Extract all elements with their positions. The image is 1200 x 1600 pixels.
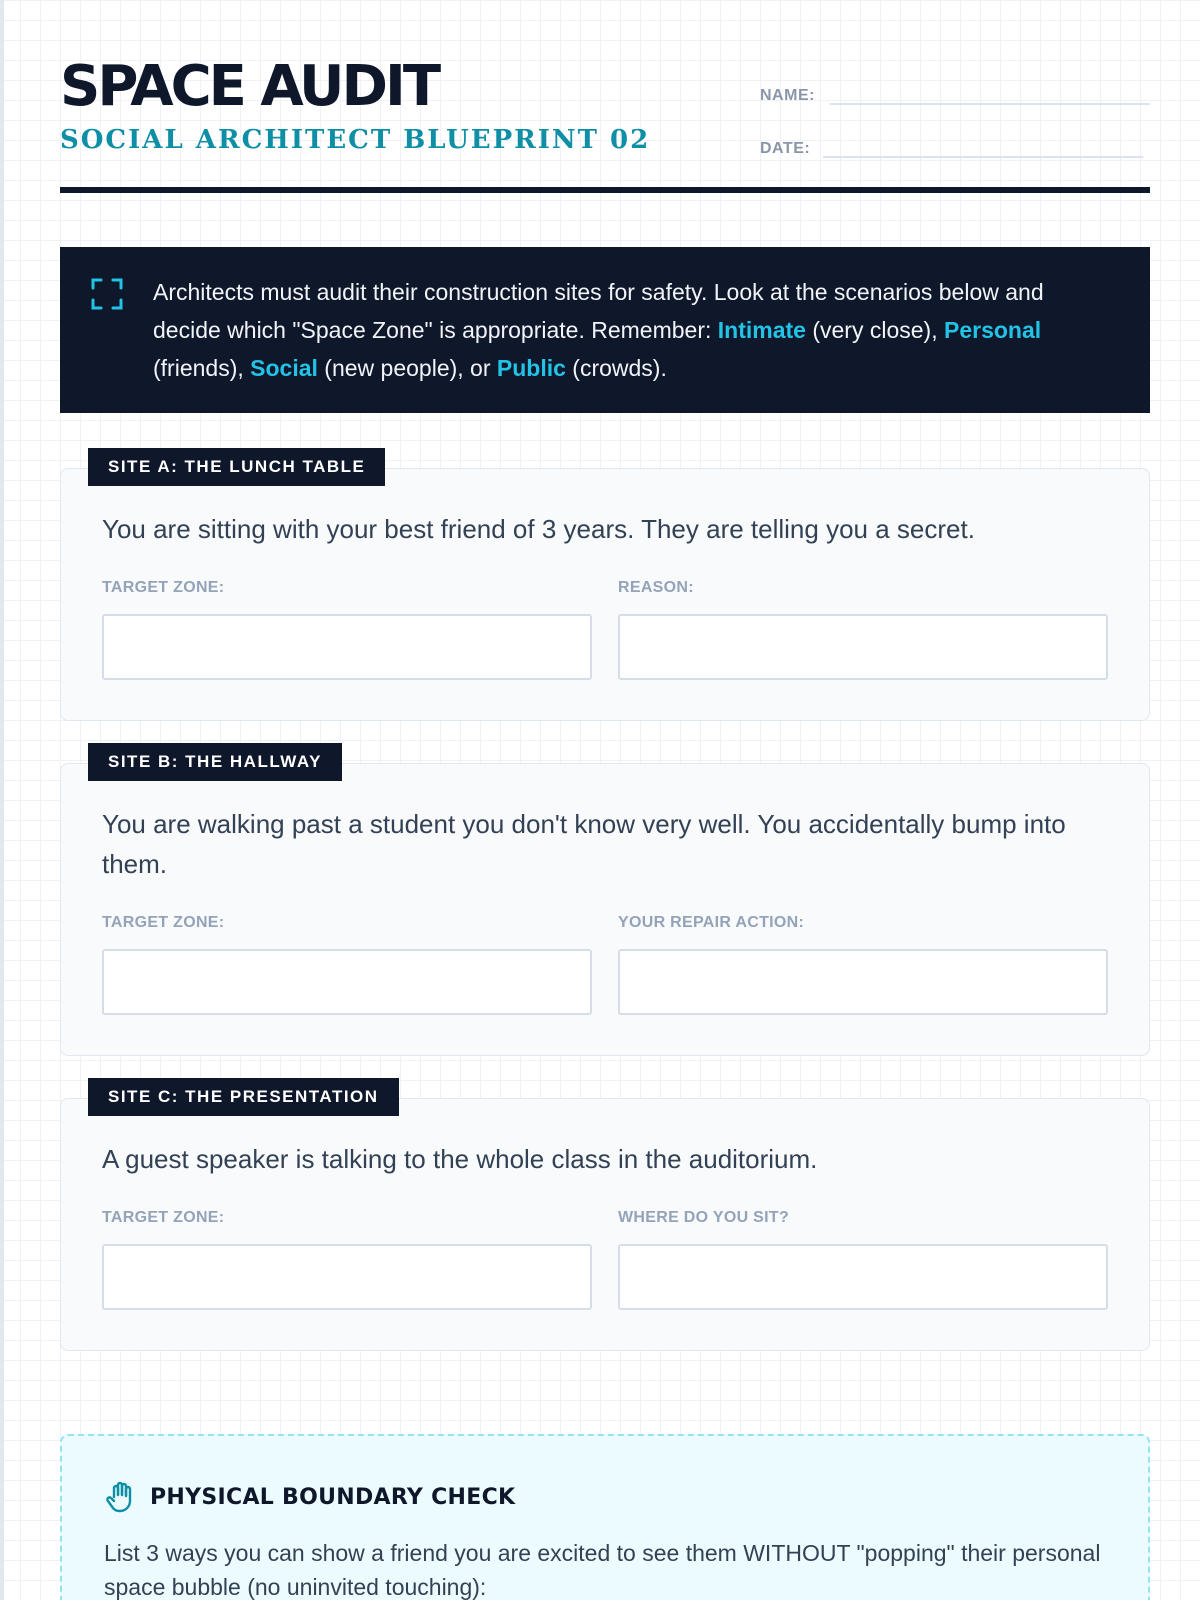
- site-b-scenario: You are walking past a student you don't know very well. You accidentally bump into them.: [102, 809, 1066, 879]
- zone-personal: Personal: [944, 317, 1042, 343]
- site-b-repair-action-label: YOUR REPAIR ACTION:: [618, 914, 805, 931]
- intro-banner: [60, 247, 1150, 413]
- site-b-card: [60, 763, 1150, 1056]
- site-c-where-sit-input[interactable]: [618, 1244, 1108, 1310]
- date-label: DATE:: [760, 140, 811, 157]
- intro-text-lead: Architects must audit their construction sites for safety. Look at the scenarios below and decide which "Space Zone" is appropriate. Remember:: [153, 279, 1044, 343]
- zone-social-desc: (new people), or: [317, 355, 497, 381]
- header-divider: [60, 187, 1150, 193]
- site-b-tag: SITE B: THE HALLWAY: [88, 743, 342, 781]
- name-field: [760, 77, 1150, 105]
- site-a-target-zone-label: TARGET ZONE:: [102, 579, 225, 596]
- site-a-reason-label: REASON:: [618, 579, 694, 596]
- site-c-tag: SITE C: THE PRESENTATION: [88, 1078, 399, 1116]
- date-field: [760, 130, 1143, 158]
- date-input-line[interactable]: [823, 130, 1143, 158]
- site-a-target-zone-input[interactable]: [102, 614, 592, 680]
- hand-icon: [104, 1480, 138, 1514]
- zone-personal-desc: (friends),: [153, 355, 251, 381]
- site-a-scenario: You are sitting with your best friend of 3 years. They are telling you a secret.: [102, 514, 975, 544]
- site-a-reason-input[interactable]: [618, 614, 1108, 680]
- worksheet-header: [60, 55, 1150, 193]
- boundary-check-instructions: List 3 ways you can show a friend you are excited to see them WITHOUT "popping" their personal space bubble (no uninvited touching):: [104, 1540, 1101, 1600]
- site-c-where-sit-label: WHERE DO YOU SIT?: [618, 1209, 790, 1226]
- boundary-check-header: [104, 1480, 515, 1514]
- zone-intimate-desc: (very close),: [805, 317, 944, 343]
- focus-frame-icon: [90, 277, 124, 311]
- site-a-tag: SITE A: THE LUNCH TABLE: [88, 448, 385, 486]
- site-c-target-zone-label: TARGET ZONE:: [102, 1209, 225, 1226]
- site-c-card: [60, 1098, 1150, 1351]
- site-b-repair-action-input[interactable]: [618, 949, 1108, 1015]
- boundary-check-box: [60, 1434, 1150, 1600]
- site-b-target-zone-input[interactable]: [102, 949, 592, 1015]
- zone-public: Public: [496, 355, 566, 381]
- zone-social: Social: [250, 355, 318, 381]
- zone-intimate: Intimate: [717, 317, 806, 343]
- intro-text: [153, 273, 1110, 387]
- site-a-card: [60, 468, 1150, 721]
- name-input-line[interactable]: [830, 77, 1150, 105]
- zone-public-desc: (crowds).: [565, 355, 667, 381]
- boundary-check-title: PHYSICAL BOUNDARY CHECK: [150, 1484, 516, 1510]
- site-c-target-zone-input[interactable]: [102, 1244, 592, 1310]
- name-label: NAME:: [760, 87, 815, 104]
- page-title: SPACE AUDIT: [60, 54, 439, 119]
- site-c-scenario: A guest speaker is talking to the whole class in the auditorium.: [102, 1144, 818, 1174]
- site-b-target-zone-label: TARGET ZONE:: [102, 914, 225, 931]
- page-subtitle: SOCIAL ARCHITECT BLUEPRINT 02: [60, 125, 651, 155]
